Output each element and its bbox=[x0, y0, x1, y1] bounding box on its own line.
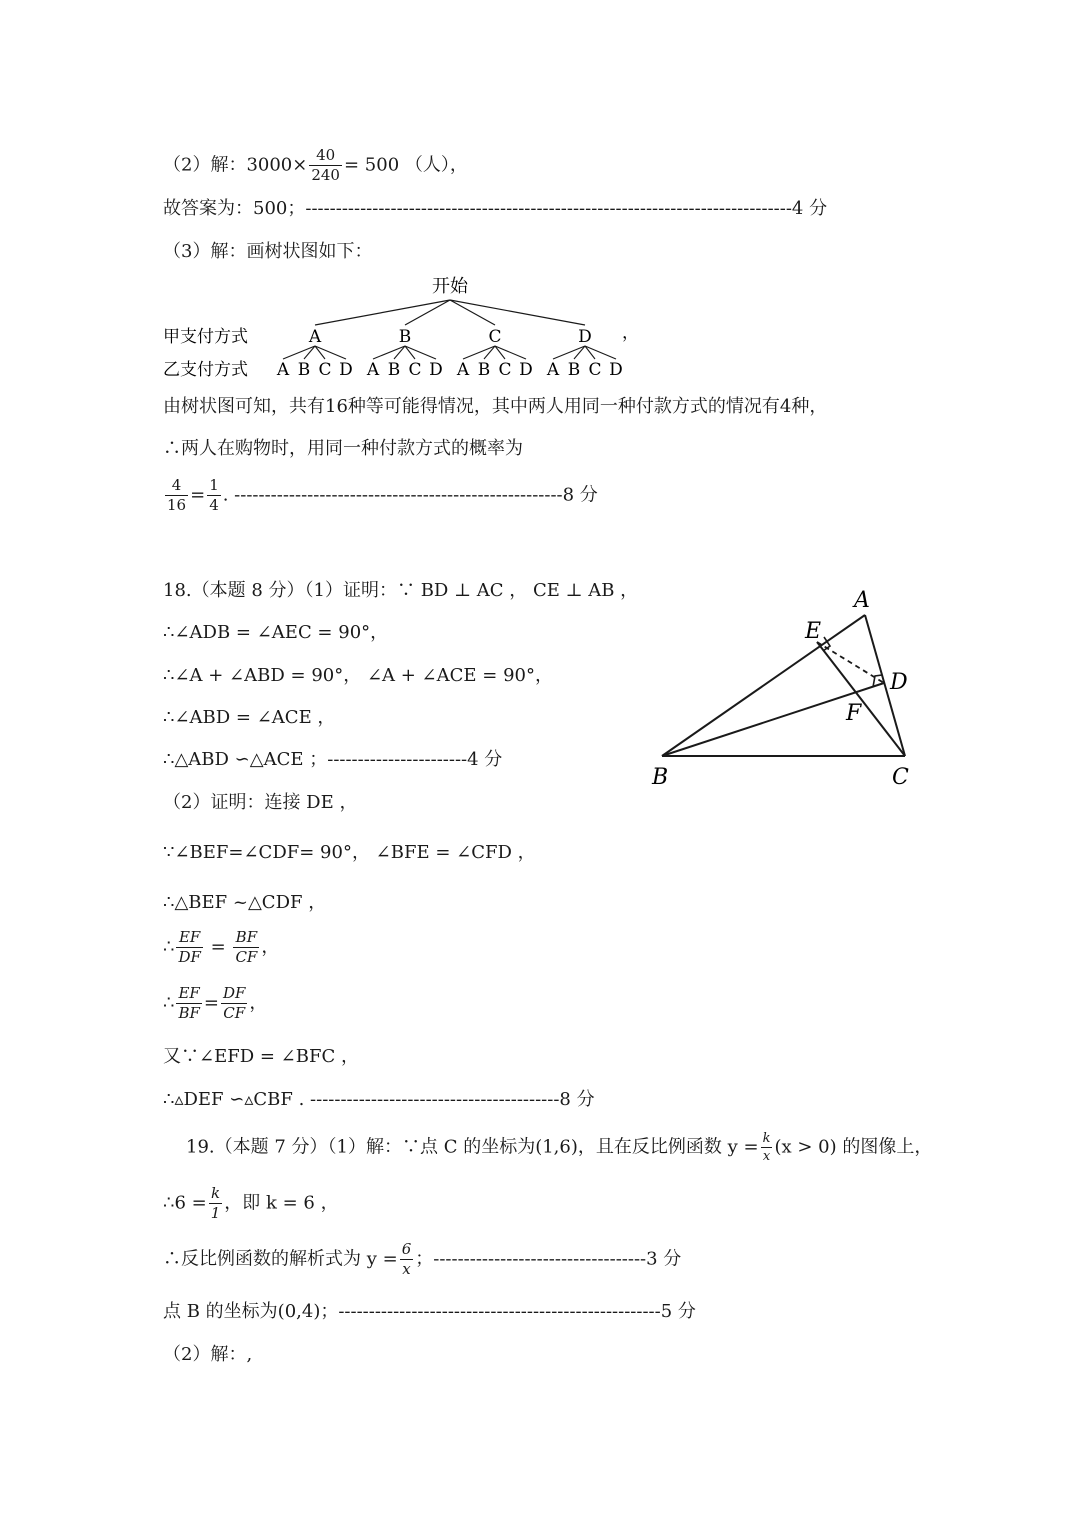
q19-line2-text-a: ∴6 = bbox=[163, 1192, 207, 1214]
tree-node-level2: D bbox=[339, 360, 353, 380]
q18-line5: ∴△ABD ∽△ACE ；-----------------------4 分 bbox=[163, 749, 503, 770]
fraction-denominator: CF bbox=[223, 1004, 246, 1022]
triangle-figure bbox=[640, 580, 920, 795]
q19-line1-text-a: 19.（本题 7 分）（1）解：∵点 C 的坐标为(1,6)，且在反比例函数 y = bbox=[186, 1136, 759, 1158]
tree-diagram bbox=[160, 270, 660, 385]
fraction-denominator: 4 bbox=[209, 496, 219, 514]
tree-node-level1: A bbox=[308, 327, 322, 347]
part2-solution-line bbox=[163, 148, 468, 183]
fraction-numerator: EF bbox=[176, 930, 202, 948]
q18-line4: ∴∠ABD = ∠ACE ， bbox=[163, 707, 336, 728]
fraction-denominator: CF bbox=[235, 948, 258, 966]
q18-line3: ∴∠A + ∠ABD = 90°， ∠A + ∠ACE = 90°， bbox=[163, 665, 553, 686]
prob-score: . ------------------------------------------------------8 分 bbox=[222, 484, 598, 506]
segment-ce bbox=[817, 642, 905, 756]
fraction-numerator: EF bbox=[176, 986, 201, 1004]
q18-ratio-line2 bbox=[163, 986, 267, 1021]
fraction-numerator: 40 bbox=[309, 148, 342, 166]
eq-sign: = bbox=[210, 936, 226, 958]
part3-line2: ∴两人在购物时，用同一种付款方式的概率为 bbox=[163, 438, 523, 459]
tree-node-level2: A bbox=[366, 360, 380, 380]
ratio-df-cf bbox=[221, 986, 247, 1021]
prob-fraction-1 bbox=[165, 478, 188, 513]
comma: ， bbox=[249, 992, 268, 1014]
tree-row1-label: 甲支付方式 bbox=[163, 327, 248, 347]
q19-line1-text-b: (x > 0) 的图像上， bbox=[774, 1136, 933, 1158]
q19-line3 bbox=[163, 1242, 681, 1277]
vertex-label-b: B bbox=[652, 765, 669, 790]
tree-node-level2: B bbox=[297, 360, 311, 380]
tree-node-level2: A bbox=[456, 360, 470, 380]
tree-node-level2: B bbox=[477, 360, 491, 380]
q18-line6: （2）证明：连接 DE ， bbox=[163, 792, 358, 813]
therefore-sign: ∴ bbox=[163, 936, 175, 958]
tree-node-level2: D bbox=[429, 360, 443, 380]
tree-node-level2: B bbox=[567, 360, 581, 380]
tree-node-level1: C bbox=[488, 327, 502, 347]
q19-line2-text-b: ，即 k = 6 ， bbox=[224, 1192, 339, 1214]
part2-answer-line: 故答案为：500；--------------------------------------------------------------------------------4 分 bbox=[163, 198, 828, 219]
tree-node-level2: C bbox=[588, 360, 602, 380]
part2-expr-a: 3000× bbox=[246, 154, 308, 176]
q18-line2: ∴∠ADB = ∠AEC = 90°， bbox=[163, 622, 389, 643]
tree-trailing-comma: ， bbox=[622, 323, 639, 343]
q18-ratio-line1 bbox=[163, 930, 279, 965]
q19-line4: 点 B 的坐标为(0,4)；-----------------------------------------------------5 分 bbox=[163, 1301, 696, 1322]
q19-line1 bbox=[186, 1132, 932, 1163]
tree-row2-label: 乙支付方式 bbox=[163, 360, 248, 380]
ratio-ef-bf bbox=[176, 986, 201, 1021]
fraction-numerator: 1 bbox=[209, 476, 219, 494]
fraction-denominator: DF bbox=[178, 948, 201, 966]
part3-probability-line bbox=[163, 478, 598, 513]
fraction-denominator: x bbox=[762, 1149, 771, 1164]
q18-line1: 18.（本题 8 分）（1）证明：∵ BD ⊥ AC ， CE ⊥ AB ， bbox=[163, 580, 639, 601]
q18-line8: ∴△BEF ~△CDF ， bbox=[163, 892, 327, 913]
tree-node-level2: D bbox=[519, 360, 533, 380]
tree-root: 开始 bbox=[432, 276, 468, 297]
part3-line1: 由树状图可知，共有16种等可能得情况，其中两人用同一种付款方式的情况有4种， bbox=[163, 396, 828, 417]
vertex-label-c: C bbox=[892, 765, 909, 790]
eq-sign: = bbox=[203, 992, 219, 1014]
vertex-label-a: A bbox=[854, 588, 870, 613]
fraction-denominator: BF bbox=[178, 1004, 200, 1022]
fraction-denominator: x bbox=[402, 1260, 411, 1278]
fraction-numerator: k bbox=[209, 1186, 223, 1204]
tree-node-level2: A bbox=[546, 360, 560, 380]
q19-line3-text-b: ；-----------------------------------3 分 bbox=[415, 1248, 682, 1270]
fraction-denominator: 240 bbox=[311, 166, 340, 184]
fraction-numerator: BF bbox=[233, 930, 259, 948]
fraction-numerator: DF bbox=[222, 984, 246, 1002]
ratio-ef-df bbox=[176, 930, 202, 965]
part2-fraction bbox=[309, 148, 342, 183]
q19-line5: （2）解：, bbox=[163, 1344, 253, 1365]
part2-expr-b: = 500 （人）， bbox=[343, 154, 468, 176]
part3-intro: （3）解：画树状图如下： bbox=[163, 241, 373, 262]
q19-line3-text-a: ∴反比例函数的解析式为 y = bbox=[163, 1248, 398, 1270]
side-ab bbox=[662, 615, 865, 756]
tree-node-level1: D bbox=[578, 327, 592, 347]
vertex-label-f: F bbox=[846, 701, 862, 726]
therefore-sign: ∴ bbox=[163, 992, 175, 1014]
tree-node-level2: C bbox=[318, 360, 332, 380]
tree-node-level2: D bbox=[609, 360, 623, 380]
tree-node-level2: C bbox=[408, 360, 422, 380]
fraction-numerator: 4 bbox=[165, 478, 188, 496]
fraction-numerator: k bbox=[762, 1131, 771, 1146]
comma: ， bbox=[261, 936, 280, 958]
q19-line2 bbox=[163, 1186, 339, 1221]
tree-node-level2: C bbox=[498, 360, 512, 380]
vertex-label-d: D bbox=[890, 670, 908, 695]
ratio-bf-cf bbox=[233, 930, 259, 965]
tree-node-level1: B bbox=[398, 327, 412, 347]
tree-node-level2: B bbox=[387, 360, 401, 380]
fraction-denominator: 1 bbox=[210, 1204, 221, 1222]
q19-fraction-k-1 bbox=[209, 1186, 223, 1221]
part2-prefix: （2）解： bbox=[163, 154, 247, 176]
q19-fraction-k-x bbox=[761, 1132, 773, 1163]
vertex-label-e: E bbox=[805, 619, 822, 644]
q18-line11: 又∵∠EFD = ∠BFC ， bbox=[163, 1046, 359, 1067]
q19-fraction-6-x bbox=[400, 1242, 414, 1277]
q18-line7: ∵∠BEF=∠CDF= 90°， ∠BFE = ∠CFD ， bbox=[163, 842, 536, 863]
tree-node-level2: A bbox=[276, 360, 290, 380]
q18-line12: ∴▵DEF ∽▵CBF . -----------------------------------------8 分 bbox=[163, 1089, 595, 1110]
prob-fraction-2 bbox=[207, 478, 221, 513]
fraction-denominator: 16 bbox=[167, 496, 187, 514]
fraction-numerator: 6 bbox=[401, 1240, 412, 1258]
prob-eq: = bbox=[190, 484, 206, 506]
